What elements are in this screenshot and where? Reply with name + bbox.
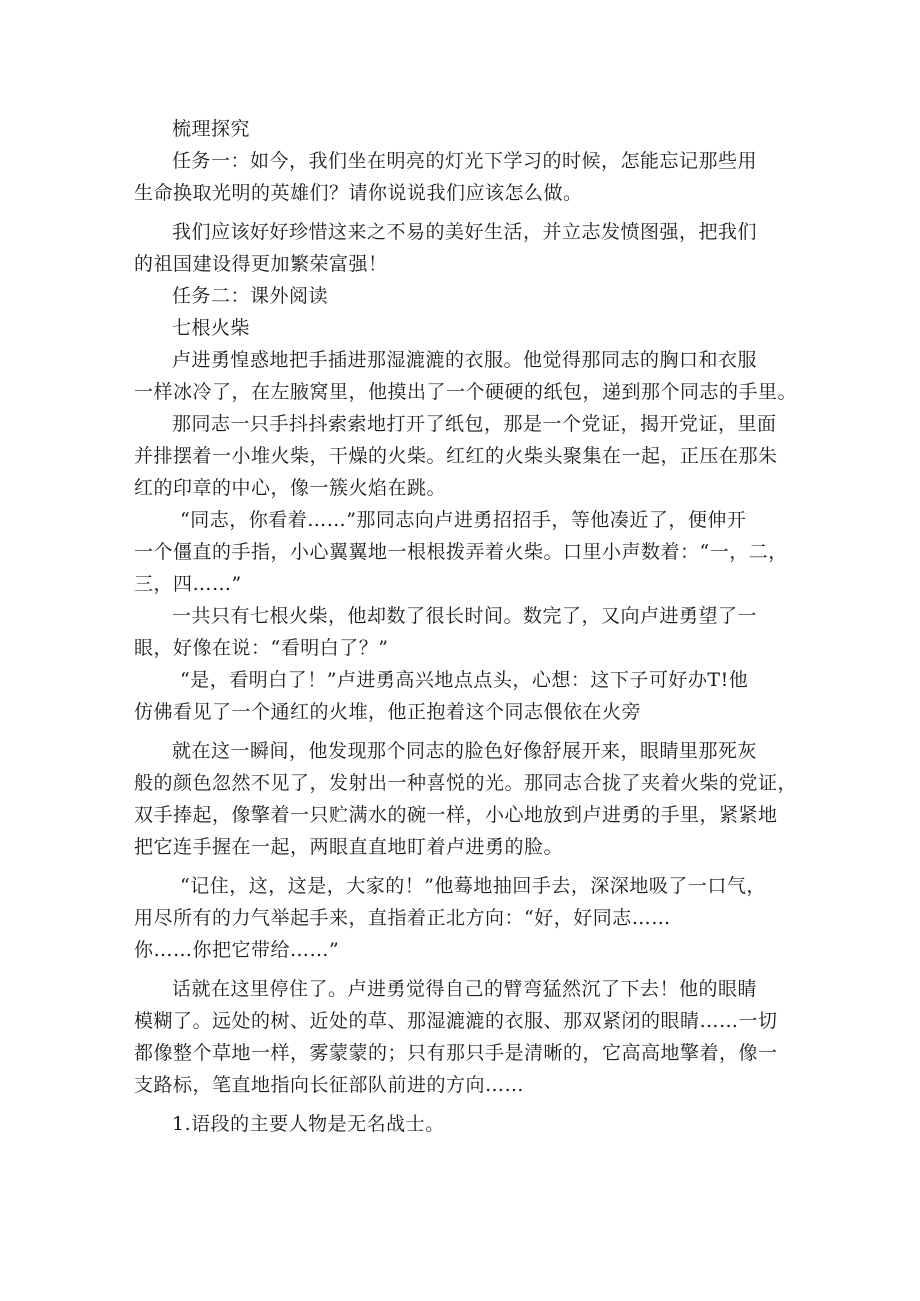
answer1-line2: 的祖国建设得更加繁荣富强！ bbox=[134, 253, 388, 275]
paragraph-1-line2: 一样冰冷了，在左腋窝里，他摸出了一个硬硬的纸包，递到那个同志的手里。 bbox=[134, 381, 798, 403]
paragraph-8-line1: 话就在这里停住了。卢进勇觉得自己的臂弯猛然沉了下去！他的眼睛 bbox=[172, 978, 758, 1000]
paragraph-3-line1: “同志，你看着……”那同志向卢进勇招招手，等他凑近了，便伸开 bbox=[180, 509, 747, 531]
paragraph-1-line1: 卢进勇惶惑地把手插进那湿漉漉的衣服。他觉得那同志的胸口和衣服 bbox=[172, 349, 758, 371]
section-heading: 梳理探究 bbox=[172, 118, 251, 140]
paragraph-7-line2: 用尽所有的力气举起手来，直指着正北方向：“好，好同志…… bbox=[134, 907, 671, 929]
paragraph-6-line2: 般的颜色忽然不见了，发射出一种喜悦的光。那同志合拢了夹着火柴的党证， bbox=[134, 772, 798, 794]
paragraph-4-line1: 一共只有七根火柴，他却数了很长时间。数完了，又向卢进勇望了一 bbox=[172, 605, 758, 627]
document-body bbox=[134, 113, 798, 1140]
answer1-line1: 我们应该好好珍惜这来之不易的美好生活，并立志发愤图强，把我们 bbox=[172, 221, 758, 243]
story-title: 七根火柴 bbox=[172, 317, 251, 339]
task2-heading: 任务二：课外阅读 bbox=[172, 285, 329, 307]
question-1: 1.语段的主要人物是无名战士。 bbox=[172, 1113, 445, 1135]
task1-line2: 生命换取光明的英雄们？请你说说我们应该怎么做。 bbox=[134, 182, 583, 204]
paragraph-2-line1: 那同志一只手抖抖索索地打开了纸包，那是一个党证，揭开党证，里面 bbox=[172, 413, 777, 435]
paragraph-6-line1: 就在这一瞬间，他发现那个同志的脸色好像舒展开来，眼睛里那死灰 bbox=[172, 740, 758, 762]
paragraph-6-line3: 双手捧起，像擎着一只贮满水的碗一样，小心地放到卢进勇的手里，紧紧地 bbox=[134, 804, 778, 826]
paragraph-5-line2: 仿佛看见了一个通红的火堆，他正抱着这个同志偎依在火旁 bbox=[134, 701, 642, 723]
paragraph-4-line2: 眼，好像在说：“看明白了？” bbox=[134, 637, 389, 659]
paragraph-7-line3: 你……你把它带给……” bbox=[134, 939, 340, 961]
task1-line1: 任务一：如今，我们坐在明亮的灯光下学习的时候，怎能忘记那些用 bbox=[172, 150, 758, 172]
paragraph-8-line3: 都像整个草地一样，雾蒙蒙的；只有那只手是清晰的，它高高地擎着，像一 bbox=[134, 1042, 778, 1064]
paragraph-6-line4: 把它连手握在一起，两眼直直地盯着卢进勇的脸。 bbox=[134, 836, 564, 858]
paragraph-8-line4: 支路标，笔直地指向长征部队前进的方向…… bbox=[134, 1074, 525, 1096]
paragraph-8-line2: 模糊了。远处的树、近处的草、那湿漉漉的衣服、那双紧闭的眼睛……一切 bbox=[134, 1010, 778, 1032]
paragraph-7-line1: “记住，这，这是，大家的！”他蓦地抽回手去，深深地吸了一口气， bbox=[180, 875, 766, 897]
paragraph-3-line2: 一个僵直的手指，小心翼翼地一根根拨弄着火柴。口里小声数着：“一，二， bbox=[134, 541, 788, 563]
paragraph-2-line2: 并排摆着一小堆火柴，干燥的火柴。红红的火柴头聚集在一起，正压在那朱 bbox=[134, 445, 778, 467]
paragraph-5-line1: “是，看明白了！”卢进勇高兴地点点头，心想：这下子可好办T!他 bbox=[180, 669, 749, 691]
paragraph-2-line3: 红的印章的中心，像一簇火焰在跳。 bbox=[134, 477, 447, 499]
paragraph-3-line3: 三，四……” bbox=[134, 573, 242, 595]
